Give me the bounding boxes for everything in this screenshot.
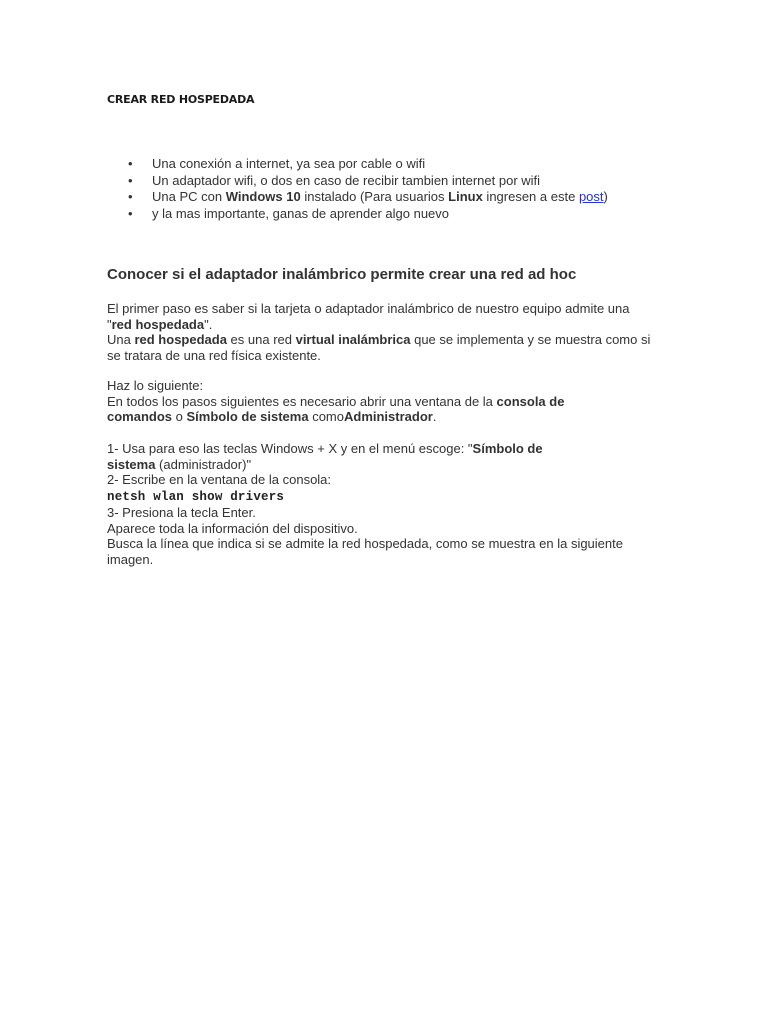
- requirements-list: [107, 156, 667, 222]
- section-heading: Conocer si el adaptador inalámbrico permite crear una red ad hoc: [107, 266, 577, 283]
- bullet-icon: •: [128, 156, 133, 171]
- list-item: [107, 173, 667, 190]
- list-item-text-mid: instalado (Para usuarios: [300, 189, 449, 204]
- virtual-inalambrica-bold: virtual inalámbrica: [295, 332, 411, 347]
- intro-line-4: [107, 348, 667, 364]
- steps-paragraph: [107, 441, 667, 567]
- intro-line-3: [107, 332, 667, 348]
- bullet-icon: •: [128, 189, 133, 204]
- instructions-lead: [107, 378, 667, 394]
- red-hospedada-bold: red hospedada: [134, 332, 227, 347]
- instructions-paragraph: [107, 378, 667, 425]
- comandos-bold: comandos: [107, 409, 173, 424]
- step-2: [107, 472, 667, 488]
- step-text: 1- Usa para eso las teclas Windows + X y en el menú escoge: ": [107, 441, 473, 456]
- post-link[interactable]: post: [578, 189, 604, 204]
- linux-bold: Linux: [448, 189, 483, 204]
- administrador-bold: Administrador: [343, 409, 433, 424]
- document-title: CREAR RED HOSPEDADA: [107, 93, 255, 106]
- instructions-text: como: [308, 409, 344, 424]
- list-item-text-mid2: ingresen a este: [482, 189, 579, 204]
- list-item: [107, 189, 667, 206]
- instructions-text: En todos los pasos siguientes es necesario abrir una ventana de la: [107, 393, 497, 409]
- instructions-text: o: [172, 409, 187, 424]
- list-item-text-post: ): [603, 189, 608, 204]
- instructions-line-2: [107, 409, 667, 425]
- command-code: netsh wlan show drivers: [107, 489, 285, 504]
- instructions-text: .: [432, 409, 437, 424]
- intro-text: se tratara de una red física existente.: [107, 347, 321, 363]
- list-item: [107, 206, 667, 223]
- consola-bold: consola de: [496, 393, 565, 409]
- step-5: [107, 536, 667, 552]
- quote-open: ": [107, 316, 112, 332]
- simbolo-bold: Símbolo de: [472, 441, 543, 456]
- list-item-text-pre: Una PC con: [152, 189, 226, 204]
- red-hospedada-bold: red hospedada: [111, 316, 205, 332]
- step-5b: [107, 552, 667, 568]
- simbolo-sistema-bold: Símbolo de sistema: [186, 409, 309, 424]
- lead-text: Haz lo siguiente:: [107, 378, 204, 393]
- step-text: 2- Escribe en la ventana de la consola:: [107, 472, 332, 487]
- step-4: [107, 521, 667, 537]
- step-text: Busca la línea que indica si se admite la red hospedada, como se muestra en la siguiente: [107, 536, 623, 551]
- bullet-icon: •: [128, 172, 133, 188]
- intro-text: que se implementa y se muestra como si: [410, 332, 651, 347]
- command-line: [107, 488, 667, 506]
- intro-line-2: [107, 317, 667, 333]
- list-item-text: y la mas importante, ganas de aprender algo nuevo: [152, 205, 450, 221]
- intro-text: El primer paso es saber si la tarjeta o adaptador inalámbrico de nuestro equipo admite una: [107, 301, 630, 316]
- step-text: (administrador)": [155, 456, 252, 472]
- list-item-text: Un adaptador wifi, o dos en caso de recibir tambien internet por wifi: [152, 172, 541, 188]
- step-text: Aparece toda la información del dispositivo.: [107, 520, 358, 536]
- windows-10-bold: Windows 10: [225, 189, 301, 204]
- instructions-line-1: [107, 394, 667, 410]
- step-3: [107, 505, 667, 521]
- list-item: [107, 156, 667, 173]
- step-1-line-2: [107, 457, 667, 473]
- bullet-icon: •: [128, 205, 133, 221]
- intro-text: es una red: [226, 332, 296, 347]
- step-text: 3- Presiona la tecla Enter.: [107, 505, 256, 520]
- step-text: imagen.: [107, 551, 154, 567]
- quote-close: ".: [204, 316, 213, 332]
- intro-text: Una: [107, 332, 135, 347]
- list-item-text: Una conexión a internet, ya sea por cable o wifi: [152, 156, 426, 171]
- sistema-bold: sistema: [107, 456, 156, 472]
- intro-paragraph: [107, 301, 667, 363]
- step-1-line-1: [107, 441, 667, 457]
- intro-line-1: [107, 301, 667, 317]
